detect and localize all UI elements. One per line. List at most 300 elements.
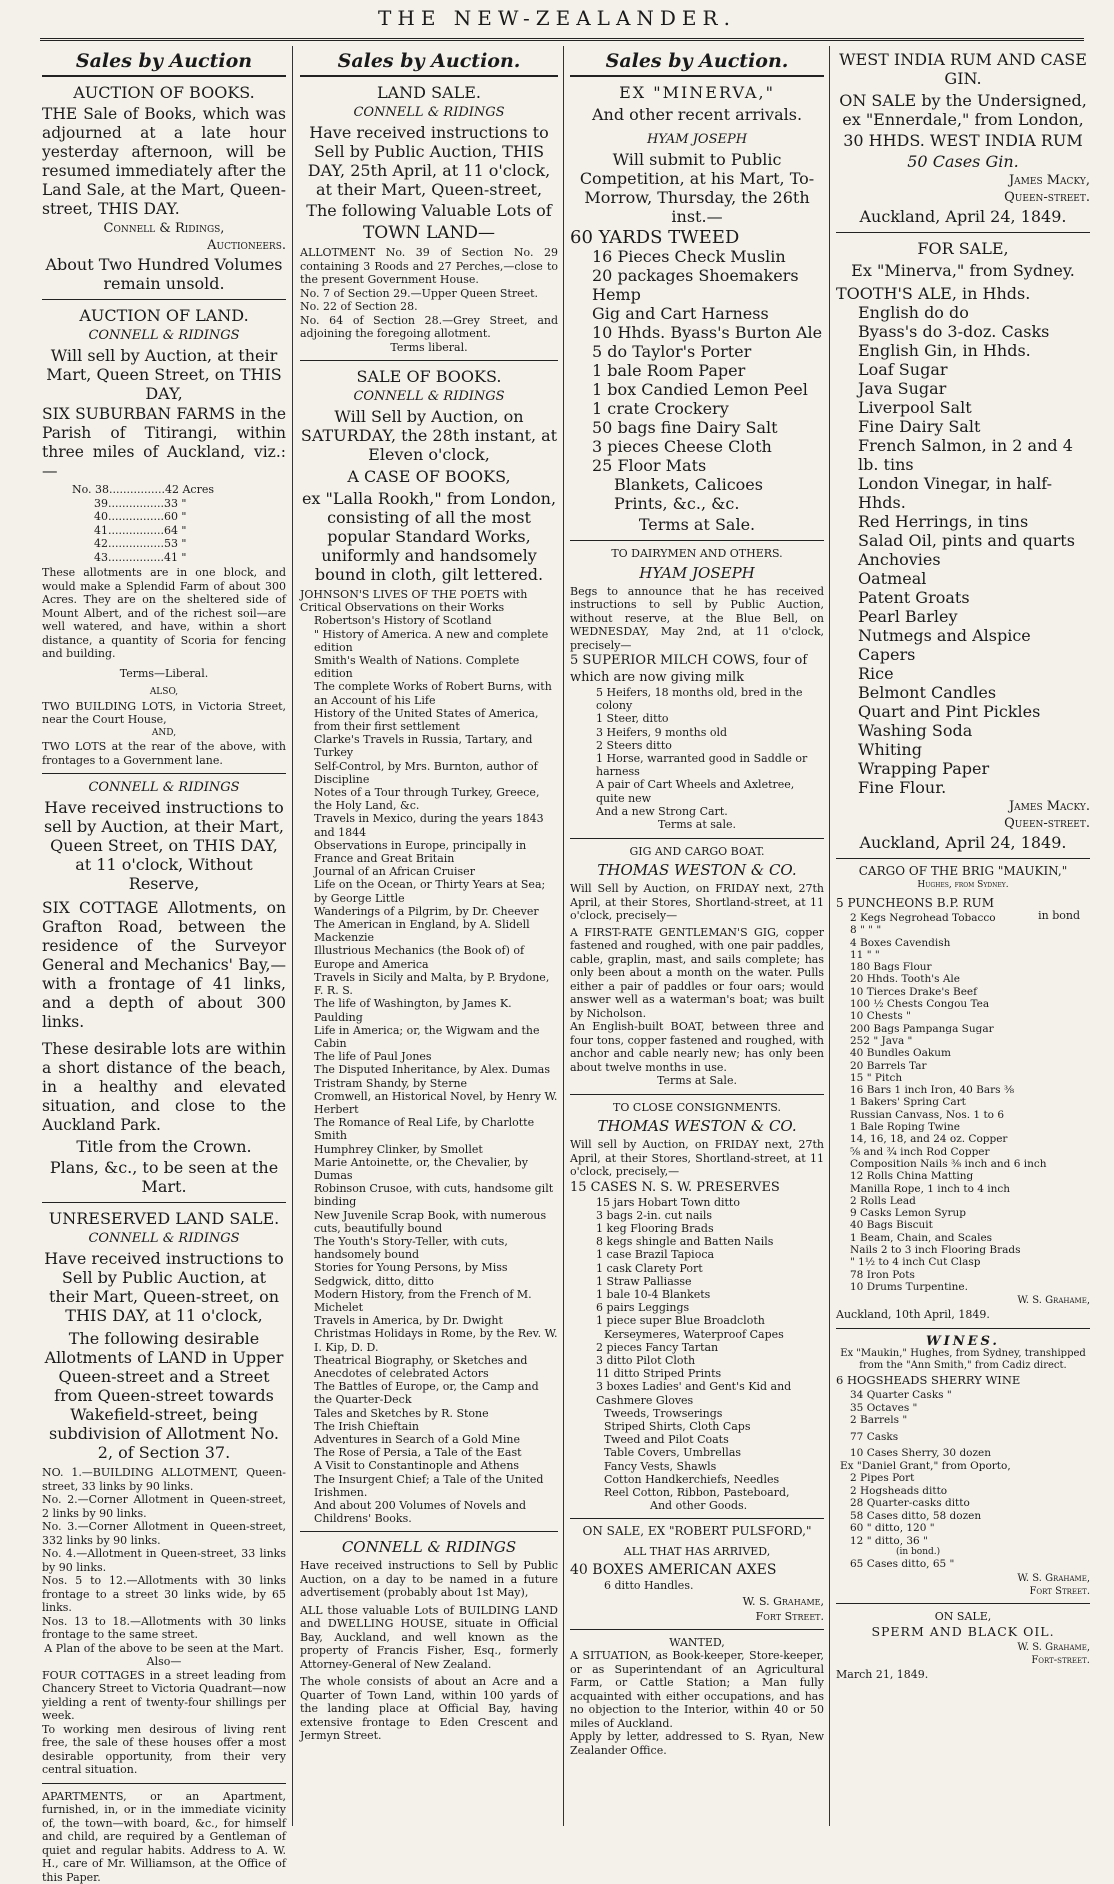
list-item: 10 Cases Sherry, 30 dozen xyxy=(850,1447,1090,1460)
list-item: 180 Bags Flour xyxy=(850,961,1090,973)
list-item: French Salmon, in 2 and 4 lb. tins xyxy=(858,436,1090,474)
list-item: 8 " " " xyxy=(850,924,1090,936)
list-item: 1 bale Room Paper xyxy=(592,361,824,380)
consignment-list xyxy=(570,1179,824,1513)
ad-date: Auckland, April 24, 1849. xyxy=(836,833,1090,852)
list-item: Fancy Vests, Shawls xyxy=(604,1460,824,1473)
list-item: 200 Bags Pampanga Sugar xyxy=(850,1023,1090,1035)
ad-body: The following desirable Allotments of LAND in Upper Queen-street and a Street from Queen-street towards Wakefield-street, being subdivision of Allotment No. 2, of Section 37. xyxy=(42,1329,286,1462)
ad-body: SPERM AND BLACK OIL. xyxy=(836,1623,1090,1640)
ad-body: A FIRST-RATE GENTLEMAN'S GIG, copper fastened and roughed, with one pair paddles, cable, graplin, mast, and sails complete; has only been about a month on the water. Pulls either a pair of paddles or four oars; would answer well as a waterman's boat; was built by Nicholson. xyxy=(570,926,824,1021)
list-item: No. 22 of Section 28. xyxy=(300,300,558,314)
list-item: 12 " ditto, 36 " xyxy=(850,1535,1090,1548)
ad-title: A CASE OF BOOKS, xyxy=(300,467,558,486)
ad-signature: Fort Street. xyxy=(570,1610,824,1623)
list-item: The Battles of Europe, or, the Camp and the Quarter-Deck xyxy=(314,1380,558,1406)
ad-firm: CONNELL & RIDINGS xyxy=(42,328,286,343)
list-item: Ex "Daniel Grant," from Oporto, xyxy=(840,1460,1090,1473)
list-item: No. 2.—Corner Allotment in Queen-street, 2 links by 90 links. xyxy=(42,1493,286,1520)
ad-signature: W. S. Grahame, xyxy=(836,1573,1090,1584)
list-item: 34 Quarter Casks " xyxy=(850,1389,1090,1402)
list-item: 8 kegs shingle and Batten Nails xyxy=(596,1235,824,1248)
list-item: 4 Boxes Cavendish xyxy=(850,937,1090,949)
list-item: English do do xyxy=(858,303,1090,322)
list-item: NO. 1.—BUILDING ALLOTMENT, Queen-street, 33 links by 90 links. xyxy=(42,1466,286,1493)
list-item: Wanderings of a Pilgrim, by Dr. Cheever xyxy=(314,905,558,918)
list-item: The Rose of Persia, a Tale of the East xyxy=(314,1446,558,1459)
list-item: 15 jars Hobart Town ditto xyxy=(596,1196,824,1209)
list-item: 5 SUPERIOR MILCH COWS, four of which are now giving milk xyxy=(570,652,824,686)
ad-date: March 21, 1849. xyxy=(836,1668,1090,1682)
list-item: Manilla Rope, 1 inch to 4 inch xyxy=(850,1183,1090,1195)
ad-title: WANTED, xyxy=(570,1636,824,1650)
list-item: Life on the Ocean, or Thirty Years at Sea; by George Little xyxy=(314,878,558,904)
list-item: 20 packages Shoemakers Hemp xyxy=(592,266,824,304)
list-item: 1 Bakers' Spring Cart xyxy=(850,1096,1090,1108)
column-3 xyxy=(566,46,828,1826)
list-item: The American in England, by A. Slidell Mackenzie xyxy=(314,918,558,944)
column-divider xyxy=(292,46,293,1826)
ad-title: EX "MINERVA," xyxy=(570,83,824,102)
list-item: 11 " " xyxy=(850,949,1090,961)
list-item: The life of Paul Jones xyxy=(314,1050,558,1063)
lot-list xyxy=(42,1466,286,1777)
list-item: Striped Shirts, Cloth Caps xyxy=(604,1420,824,1433)
list-item: 42................53 " xyxy=(94,537,286,551)
list-item: 65 Cases ditto, 65 " xyxy=(850,1558,1090,1571)
list-item: 1 Horse, warranted good in Saddle or harness xyxy=(596,752,824,778)
list-item: 2 Hogsheads ditto xyxy=(850,1485,1090,1498)
list-item: 58 Cases ditto, 58 dozen xyxy=(850,1510,1090,1523)
cargo-list xyxy=(836,895,1090,1293)
list-item: Nails 2 to 3 inch Flooring Brads xyxy=(850,1244,1090,1256)
list-item: 1 keg Flooring Brads xyxy=(596,1222,824,1235)
list-item: Wrapping Paper xyxy=(858,759,1090,778)
ad-subtitle: Ex "Minerva," from Sydney. xyxy=(836,261,1090,280)
column-divider xyxy=(829,46,830,1826)
ad-body: Apply by letter, addressed to S. Ryan, New Zealander Office. xyxy=(570,1730,824,1757)
list-item: Adventures in Search of a Gold Mine xyxy=(314,1433,558,1446)
divider xyxy=(570,1518,824,1519)
list-item: 20 Barrels Tar xyxy=(850,1060,1090,1072)
cattle-list xyxy=(570,652,824,818)
list-item: 35 Octaves " xyxy=(850,1402,1090,1415)
list-item: 43................41 " xyxy=(94,551,286,565)
ad-title: SALE OF BOOKS. xyxy=(300,367,558,386)
list-item: 20 Hhds. Tooth's Ale xyxy=(850,973,1090,985)
list-item: 39................33 " xyxy=(94,497,286,511)
ad-signature: James Macky, xyxy=(836,173,1090,188)
divider xyxy=(42,299,286,300)
list-item: 1 Steer, ditto xyxy=(596,712,824,725)
list-item: 50 bags fine Dairy Salt xyxy=(592,418,824,437)
masthead-rule xyxy=(40,38,1084,41)
ad-firm: HYAM JOSEPH xyxy=(570,132,824,147)
list-item: Christmas Holidays in Rome, by the Rev. W. I. Kip, D. D. xyxy=(314,1327,558,1353)
list-item: 2 Kegs Negrohead Tobacco xyxy=(850,912,1090,924)
list-item: The complete Works of Robert Burns, with an Account of his Life xyxy=(314,680,558,706)
goods-list xyxy=(570,228,824,513)
list-item: 6 HOGSHEADS SHERRY WINE xyxy=(836,1372,1090,1389)
list-item: 2 Barrels " xyxy=(850,1414,1090,1427)
list-item: 12 Rolls China Matting xyxy=(850,1170,1090,1182)
provisions-list xyxy=(836,284,1090,797)
list-item: 78 Iron Pots xyxy=(850,1269,1090,1281)
ad-title: WINES. xyxy=(836,1335,1090,1349)
list-item: Also— xyxy=(42,1655,286,1669)
ad-body: TWO LOTS at the rear of the above, with frontages to a Government lane. xyxy=(42,740,286,767)
list-item: Life in America; or, the Wigwam and the Cabin xyxy=(314,1024,558,1050)
ad-body: 40 BOXES AMERICAN AXES xyxy=(570,1562,824,1579)
ad-note: These allotments are in one block, and would make a Splendid Farm of about 300 Acres. They are on the sheltered side of Mount Albert, and of the richest soil—are well watered, and have, within a short distance, a quantity of Scoria for fencing and building. xyxy=(42,566,286,661)
ad-body: 6 ditto Handles. xyxy=(604,1579,824,1592)
list-item: Whiting xyxy=(858,740,1090,759)
list-item: Humphrey Clinker, by Smollet xyxy=(314,1143,558,1156)
divider xyxy=(42,1783,286,1784)
ad-title: ON SALE, EX "ROBERT PULSFORD," xyxy=(570,1525,824,1539)
list-item: 3 ditto Pilot Cloth xyxy=(596,1354,824,1367)
ad-intro: Will submit to Public Competition, at his Mart, To-Morrow, Thursday, the 26th inst.— xyxy=(570,150,824,226)
in-bond-label: in bond xyxy=(1038,909,1080,922)
list-item: New Juvenile Scrap Book, with numerous cuts, beautifully bound xyxy=(314,1209,558,1235)
list-item: 5 PUNCHEONS B.P. RUM xyxy=(836,895,1090,912)
list-item: " History of America. A new and complete edition xyxy=(314,628,558,654)
list-item: And a new Strong Cart. xyxy=(596,805,824,818)
list-item: Tweeds, Trowserings xyxy=(604,1407,824,1420)
list-item: 3 bags 2-in. cut nails xyxy=(596,1209,824,1222)
column-4 xyxy=(832,46,1094,1826)
list-item: 1 Straw Palliasse xyxy=(596,1275,824,1288)
ad-signature: W. S. Grahame, xyxy=(836,1295,1090,1306)
ad-title: TOWN LAND— xyxy=(300,223,558,243)
divider xyxy=(836,232,1090,233)
ad-firm: CONNELL & RIDINGS xyxy=(300,389,558,404)
ad-date: Auckland, 10th April, 1849. xyxy=(836,1308,1090,1322)
list-item: (in bond.) xyxy=(896,1547,1090,1558)
ad-terms: Terms—Liberal. xyxy=(42,667,286,681)
list-item: Marie Antoinette, or, the Chevalier, by Dumas xyxy=(314,1156,558,1182)
divider xyxy=(570,1094,824,1095)
list-item: Notes of a Tour through Turkey, Greece, the Holy Land, &c. xyxy=(314,786,558,812)
ad-title: TO DAIRYMEN AND OTHERS. xyxy=(570,547,824,561)
list-item: 2 Steers ditto xyxy=(596,739,824,752)
list-item: 5 do Taylor's Porter xyxy=(592,342,824,361)
ad-subtitle: ALL THAT HAS ARRIVED, xyxy=(570,1545,824,1559)
ad-intro: Will sell by Auction, on FRIDAY next, 27th April, at their Stores, Shortland-street, at 11 o'clock, precisely,— xyxy=(570,1138,824,1179)
list-item: 1 case Brazil Tapioca xyxy=(596,1248,824,1261)
ad-subtitle: Hughes, from Sydney. xyxy=(836,879,1090,893)
column-heading: Sales by Auction. xyxy=(300,50,558,77)
list-item: Nos. 5 to 12.—Allotments with 30 links frontage to a street 30 links wide, by 65 links. xyxy=(42,1574,286,1615)
list-item: 25 Floor Mats xyxy=(592,456,824,475)
list-item: JOHNSON'S LIVES OF THE POETS with Critical Observations on their Works xyxy=(300,588,558,614)
divider xyxy=(300,1531,558,1532)
list-item: 100 ½ Chests Congou Tea xyxy=(850,998,1090,1010)
ad-firm: HYAM JOSEPH xyxy=(570,564,824,582)
ad-title: AUCTION OF BOOKS. xyxy=(42,83,286,102)
list-item: 40................60 " xyxy=(94,510,286,524)
column-1 xyxy=(38,46,290,1826)
list-item: 1 bale 10-4 Blankets xyxy=(596,1288,824,1301)
list-item: Tales and Sketches by R. Stone xyxy=(314,1407,558,1420)
ad-terms: Terms at sale. xyxy=(570,818,824,832)
list-item: Self-Control, by Mrs. Burnton, author of Discipline xyxy=(314,760,558,786)
wine-list xyxy=(836,1372,1090,1571)
list-item: The Irish Chieftain xyxy=(314,1420,558,1433)
list-item: The life of Washington, by James K. Paulding xyxy=(314,997,558,1023)
list-item: Robertson's History of Scotland xyxy=(314,614,558,627)
list-item: " 1½ to 4 inch Cut Clasp xyxy=(850,1256,1090,1268)
list-item: Tristram Shandy, by Sterne xyxy=(314,1077,558,1090)
list-item: A pair of Cart Wheels and Axletree, quite new xyxy=(596,778,824,804)
list-item: Liverpool Salt xyxy=(858,398,1090,417)
list-item: 9 Casks Lemon Syrup xyxy=(850,1207,1090,1219)
list-item: Java Sugar xyxy=(858,379,1090,398)
list-item: 15 CASES N. S. W. PRESERVES xyxy=(570,1179,824,1196)
list-item: Travels in Mexico, during the years 1843 and 1844 xyxy=(314,812,558,838)
list-item: Observations in Europe, principally in France and Great Britain xyxy=(314,839,558,865)
list-item: 2 Pipes Port xyxy=(850,1472,1090,1485)
list-item: Patent Groats xyxy=(858,588,1090,607)
ad-title: CARGO OF THE BRIG "MAUKIN," xyxy=(836,865,1090,879)
ad-signature: Queen-street. xyxy=(836,816,1090,831)
ad-firm: THOMAS WESTON & CO. xyxy=(570,1117,824,1135)
list-item: Illustrious Mechanics (the Book of) of Europe and America xyxy=(314,944,558,970)
list-item: 10 Drums Turpentine. xyxy=(850,1281,1090,1293)
list-item: Table Covers, Umbrellas xyxy=(604,1446,824,1459)
ad-signature: Auctioneers. xyxy=(42,238,286,253)
list-item: 2 Rolls Lead xyxy=(850,1195,1090,1207)
ad-signature: Fort-street. xyxy=(836,1655,1090,1666)
list-item: A Plan of the above to be seen at the Mart. xyxy=(42,1642,286,1656)
list-item: And about 200 Volumes of Novels and Childrens' Books. xyxy=(314,1499,558,1525)
list-item: And other Goods. xyxy=(650,1499,824,1512)
ad-title: UNRESERVED LAND SALE. xyxy=(42,1209,286,1228)
list-item: 14, 16, 18, and 24 oz. Copper xyxy=(850,1133,1090,1145)
ad-signature: James Macky. xyxy=(836,799,1090,814)
ad-body: ex "Lalla Rookh," from London, consisting of all the most popular Standard Works, uniformly and handsomely bound in cloth, gilt lettered. xyxy=(300,489,558,584)
list-item: 1 Beam, Chain, and Scales xyxy=(850,1232,1090,1244)
list-item: Fine Flour. xyxy=(858,778,1090,797)
list-item: 15 " Pitch xyxy=(850,1072,1090,1084)
column-divider xyxy=(563,46,564,1826)
ad-firm: THOMAS WESTON & CO. xyxy=(570,861,824,879)
ad-note: Title from the Crown. xyxy=(42,1137,286,1156)
list-item: 40 Bags Biscuit xyxy=(850,1219,1090,1231)
list-item: Cotton Handkerchiefs, Needles xyxy=(604,1473,824,1486)
ad-intro: Will Sell by Auction, on FRIDAY next, 27th April, at their Stores, Shortland-street, at 11 o'clock, precisely— xyxy=(570,882,824,923)
list-item: 60 YARDS TWEED xyxy=(570,228,824,247)
ad-intro: Have received instructions to Sell by Public Auction, THIS DAY, 25th April, at 11 o'clock, at their Mart, Queen-street, xyxy=(300,123,558,199)
allotment-list xyxy=(300,246,558,341)
ad-note: Plans, &c., to be seen at the Mart. xyxy=(42,1158,286,1196)
ad-signature: W. S. Grahame, xyxy=(570,1595,824,1608)
list-item: Oatmeal xyxy=(858,569,1090,588)
ad-subtitle: And other recent arrivals. xyxy=(570,105,824,124)
list-item: Smith's Wealth of Nations. Complete edition xyxy=(314,654,558,680)
ad-body: An English-built BOAT, between three and four tons, copper fastened and roughed, with anchor and cable nearly new; has only been about twelve months in use. xyxy=(570,1020,824,1074)
list-item: The Disputed Inheritance, by Alex. Dumas xyxy=(314,1063,558,1076)
list-item: 6 pairs Leggings xyxy=(596,1301,824,1314)
list-item: Nos. 13 to 18.—Allotments with 30 links frontage to the same street. xyxy=(42,1615,286,1642)
list-item: 10 Hhds. Byass's Burton Ale xyxy=(592,323,824,342)
list-item: No. 3.—Corner Allotment in Queen-street, 332 links by 90 links. xyxy=(42,1520,286,1547)
ad-terms: Terms liberal. xyxy=(300,341,558,355)
list-item: 77 Casks xyxy=(850,1431,1090,1444)
list-item: Gig and Cart Harness xyxy=(592,304,824,323)
ad-body: The whole consists of about an Acre and a Quarter of Town Land, within 100 yards of the landing place at Official Bay, having extensive frontage to Eden Crescent and Jermyn Street. xyxy=(300,1675,558,1743)
list-item: 1 piece super Blue Broadcloth xyxy=(596,1314,824,1327)
divider xyxy=(836,858,1090,859)
ad-body: THE Sale of Books, which was adjourned at a late hour yesterday afternoon, will be resumed immediately after the Land Sale, at the Mart, Queen-street, THIS DAY. xyxy=(42,105,286,219)
ad-intro: Have received instructions to Sell by Public Auction, on a day to be named in a future advertisement (probably about 1st May), xyxy=(300,1559,558,1600)
list-item: 41................64 " xyxy=(94,524,286,538)
list-item: Fine Dairy Salt xyxy=(858,417,1090,436)
ad-body: ALL those valuable Lots of BUILDING LAND and DWELLING HOUSE, situate in Official Bay, Auckland, and well known as the property of Francis Fisher, Esq., formerly Attorney-General of New Zealand. xyxy=(300,1604,558,1672)
list-item: To working men desirous of living rent free, the sale of these houses offer a most desirable opportunity, from their very central situation. xyxy=(42,1723,286,1777)
list-item: Rice xyxy=(858,664,1090,683)
list-item: ⅝ and ¾ inch Rod Copper xyxy=(850,1146,1090,1158)
list-item: TOOTH'S ALE, in Hhds. xyxy=(836,284,1090,303)
ad-intro: Begs to announce that he has received instructions to sell by Public Auction, without reserve, at the Blue Bell, on WEDNESDAY, May 2nd, at 11 o'clock, precisely— xyxy=(570,585,824,653)
divider xyxy=(570,540,824,541)
ad-signature: Connell & Ridings, xyxy=(42,221,286,236)
list-item: The Youth's Story-Teller, with cuts, handsomely bound xyxy=(314,1235,558,1261)
ad-intro: Ex "Maukin," Hughes, from Sydney, transhipped from the "Ann Smith," from Cadiz direct. xyxy=(836,1348,1090,1372)
divider xyxy=(42,1202,286,1203)
list-item: Tweed and Pilot Coats xyxy=(604,1433,824,1446)
masthead: THE NEW-ZEALANDER. xyxy=(0,6,1114,30)
list-item: 40 Bundles Oakum xyxy=(850,1047,1090,1059)
ad-and: AND, xyxy=(42,727,286,741)
ad-intro: Will Sell by Auction, on SATURDAY, the 28th instant, at Eleven o'clock, xyxy=(300,407,558,464)
ad-signature: Queen-street. xyxy=(836,190,1090,205)
column-heading: Sales by Auction. xyxy=(570,50,824,77)
column-heading: Sales by Auction xyxy=(42,50,286,77)
divider xyxy=(836,1603,1090,1604)
list-item: English Gin, in Hhds. xyxy=(858,341,1090,360)
ad-date: Auckland, April 24, 1849. xyxy=(836,207,1090,226)
list-item: No. 38................42 Acres xyxy=(72,483,286,497)
ad-intro: Have received instructions to sell by Auction, at their Mart, Queen Street, on THIS DAY, at 11 o'clock, Without Reserve, xyxy=(42,798,286,893)
list-item: Composition Nails ⅜ inch and 6 inch xyxy=(850,1158,1090,1170)
list-item: Travels in America, by Dr. Dwight xyxy=(314,1314,558,1327)
list-item: Quart and Pint Pickles xyxy=(858,702,1090,721)
list-item: No. 4.—Allotment in Queen-street, 33 links by 90 links. xyxy=(42,1547,286,1574)
ad-firm: CONNELL & RIDINGS xyxy=(42,1231,286,1246)
list-item: 2 pieces Fancy Tartan xyxy=(596,1341,824,1354)
list-item: No. 64 of Section 28.—Grey Street, and adjoining the foregoing allotment. xyxy=(300,314,558,341)
list-item: Nutmegs and Alspice xyxy=(858,626,1090,645)
ad-signature: Fort Street. xyxy=(836,1586,1090,1597)
ad-terms: Terms at Sale. xyxy=(570,515,824,534)
list-item: History of the United States of America, from their first settlement xyxy=(314,707,558,733)
ad-body: 50 Cases Gin. xyxy=(836,152,1090,171)
ad-signature: W. S. Grahame, xyxy=(836,1642,1090,1653)
ad-body: TWO BUILDING LOTS, in Victoria Street, near the Court House, xyxy=(42,700,286,727)
list-item: Byass's do 3-doz. Casks xyxy=(858,322,1090,341)
list-item: Blankets, Calicoes xyxy=(614,475,824,494)
list-item: Clarke's Travels in Russia, Tartary, and Turkey xyxy=(314,733,558,759)
list-item: Russian Canvass, Nos. 1 to 6 xyxy=(850,1109,1090,1121)
list-item: 10 Chests " xyxy=(850,1010,1090,1022)
list-item: 1 crate Crockery xyxy=(592,399,824,418)
divider xyxy=(42,773,286,774)
ad-body: APARTMENTS, or an Apartment, furnished, in, or in the immediate vicinity of, the town—with board, &c., for himself and child, are required by a Gentleman of quiet and regular habits. Address to A. W. H., care of Mr. Williamson, at the Office of this Paper. xyxy=(42,1790,286,1884)
list-item: 28 Quarter-casks ditto xyxy=(850,1497,1090,1510)
divider xyxy=(836,1328,1090,1329)
ad-title: TO CLOSE CONSIGNMENTS. xyxy=(570,1101,824,1115)
divider xyxy=(300,360,558,361)
list-item: The Insurgent Chief; a Tale of the United Irishmen. xyxy=(314,1473,558,1499)
ad-firm: CONNELL & RIDINGS xyxy=(300,105,558,120)
ad-body: A SITUATION, as Book-keeper, Store-keeper, or as Superintendant of an Agricultural Farm, or Cattle Station; a Man fully acquainted with either occupations, and has no objection to the Interior, within 40 or 50 miles of Auckland. xyxy=(570,1649,824,1730)
list-item: 3 boxes Ladies' and Gent's Kid and Cashmere Gloves xyxy=(596,1380,824,1406)
list-item: Stories for Young Persons, by Miss Sedgwick, ditto, ditto xyxy=(314,1261,558,1287)
ad-intro: Have received instructions to Sell by Public Auction, at their Mart, Queen-street, on THIS DAY, at 11 o'clock, xyxy=(42,1249,286,1325)
ad-title: AUCTION OF LAND. xyxy=(42,306,286,325)
ad-firm: CONNELL & RIDINGS xyxy=(42,780,286,795)
list-item: Prints, &c., &c. xyxy=(614,494,824,513)
list-item: 252 " Java " xyxy=(850,1035,1090,1047)
ad-title: LAND SALE. xyxy=(300,83,558,102)
list-item: Red Herrings, in tins xyxy=(858,512,1090,531)
list-item: 1 cask Clarety Port xyxy=(596,1262,824,1275)
list-item: 3 Heifers, 9 months old xyxy=(596,726,824,739)
list-item: Capers xyxy=(858,645,1090,664)
list-item: ALLOTMENT No. 39 of Section No. 29 containing 3 Roods and 27 Perches,—close to the present Government House. xyxy=(300,246,558,287)
list-item: Washing Soda xyxy=(858,721,1090,740)
list-item: Reel Cotton, Ribbon, Pasteboard, xyxy=(604,1486,824,1499)
list-item: 3 pieces Cheese Cloth xyxy=(592,437,824,456)
list-item: 1 box Candied Lemon Peel xyxy=(592,380,824,399)
list-item: Anchovies xyxy=(858,550,1090,569)
list-item: FOUR COTTAGES in a street leading from Chancery Street to Victoria Quadrant—now yielding a rent of twenty-four shillings per week. xyxy=(42,1669,286,1723)
ad-firm: CONNELL & RIDINGS xyxy=(300,1538,558,1556)
ad-body: ON SALE by the Undersigned, ex "Ennerdale," from London, xyxy=(836,91,1090,129)
list-item: 16 Pieces Check Muslin xyxy=(592,247,824,266)
list-item: 60 " ditto, 120 " xyxy=(850,1522,1090,1535)
list-item: Kerseymeres, Waterproof Capes xyxy=(604,1328,824,1341)
ad-body: SIX COTTAGE Allotments, on Grafton Road, between the residence of the Surveyor General and Mechanics' Bay,—with a frontage of 41 links, and a depth of about 300 links. xyxy=(42,899,286,1032)
book-list xyxy=(300,588,558,1525)
list-item: Theatrical Biography, or Sketches and Anecdotes of celebrated Actors xyxy=(314,1354,558,1380)
column-2 xyxy=(296,46,562,1826)
list-item: Journal of an African Cruiser xyxy=(314,865,558,878)
ad-note: These desirable lots are within a short distance of the beach, in a healthy and elevated situation, and close to the Auckland Park. xyxy=(42,1040,286,1135)
list-item: Salad Oil, pints and quarts xyxy=(858,531,1090,550)
ad-title: WEST INDIA RUM AND CASE GIN. xyxy=(836,50,1090,88)
list-item: No. 7 of Section 29.—Upper Queen Street. xyxy=(300,287,558,301)
divider xyxy=(570,838,824,839)
list-item: Cromwell, an Historical Novel, by Henry W. Herbert xyxy=(314,1090,558,1116)
list-item: 10 Tierces Drake's Beef xyxy=(850,986,1090,998)
ad-body: 30 HHDS. WEST INDIA RUM xyxy=(836,131,1090,150)
ad-also: ALSO, xyxy=(42,686,286,700)
list-item: Pearl Barley xyxy=(858,607,1090,626)
ad-body: The following Valuable Lots of xyxy=(300,201,558,220)
farm-list xyxy=(72,483,286,564)
list-item: Loaf Sugar xyxy=(858,360,1090,379)
ad-terms: Terms at Sale. xyxy=(570,1074,824,1088)
list-item: 1 Bale Roping Twine xyxy=(850,1121,1090,1133)
ad-note: About Two Hundred Volumes remain unsold. xyxy=(42,255,286,293)
ad-intro: Will sell by Auction, at their Mart, Queen Street, on THIS DAY, xyxy=(42,346,286,403)
list-item: Belmont Candles xyxy=(858,683,1090,702)
list-item: 11 ditto Striped Prints xyxy=(596,1367,824,1380)
list-item: 16 Bars 1 inch Iron, 40 Bars ⅜ xyxy=(850,1084,1090,1096)
ad-title: FOR SALE, xyxy=(836,239,1090,258)
